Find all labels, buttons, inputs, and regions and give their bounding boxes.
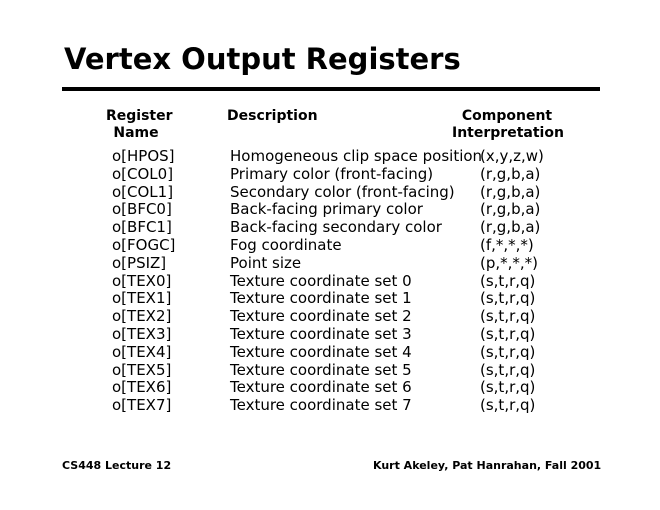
component-cell: (s,t,r,q) <box>480 324 536 343</box>
register-cell: o[COL0] <box>112 164 174 183</box>
description-cell: Texture coordinate set 2 <box>230 307 412 326</box>
title-underline <box>62 87 600 91</box>
footer-authors: Kurt Akeley, Pat Hanrahan, Fall 2001 <box>373 459 602 472</box>
component-cell: (s,t,r,q) <box>480 342 536 361</box>
register-cell: o[TEX7] <box>112 396 172 415</box>
table-row <box>0 148 660 166</box>
description-cell: Back-facing primary color <box>230 200 423 219</box>
table-row <box>0 255 660 273</box>
component-cell: (r,g,b,a) <box>480 182 541 201</box>
register-table <box>0 148 660 415</box>
component-cell: (s,t,r,q) <box>480 289 536 308</box>
table-row <box>0 166 660 184</box>
register-cell: o[TEX0] <box>112 271 172 290</box>
table-row <box>0 362 660 380</box>
slide-title: Vertex Output Registers <box>64 42 461 76</box>
description-cell: Texture coordinate set 0 <box>230 271 412 290</box>
table-row <box>0 237 660 255</box>
register-cell: o[TEX3] <box>112 324 172 343</box>
header-register-name <box>106 108 173 142</box>
description-cell: Back-facing secondary color <box>230 218 442 237</box>
header-description: Description <box>227 108 318 124</box>
component-cell: (r,g,b,a) <box>480 164 541 183</box>
table-row <box>0 326 660 344</box>
description-cell: Texture coordinate set 6 <box>230 378 412 397</box>
register-cell: o[COL1] <box>112 182 174 201</box>
table-row <box>0 184 660 202</box>
component-cell: (s,t,r,q) <box>480 307 536 326</box>
description-cell: Secondary color (front-facing) <box>230 182 455 201</box>
description-cell: Fog coordinate <box>230 235 342 254</box>
register-cell: o[BFC0] <box>112 200 172 219</box>
component-cell: (r,g,b,a) <box>480 200 541 219</box>
description-cell: Texture coordinate set 5 <box>230 360 412 379</box>
header-component-interpretation <box>452 108 562 142</box>
table-row <box>0 397 660 415</box>
table-row <box>0 201 660 219</box>
description-cell: Texture coordinate set 7 <box>230 396 412 415</box>
register-cell: o[TEX1] <box>112 289 172 308</box>
register-cell: o[HPOS] <box>112 147 175 165</box>
register-cell: o[TEX6] <box>112 378 172 397</box>
register-cell: o[BFC1] <box>112 218 172 237</box>
component-cell: (s,t,r,q) <box>480 360 536 379</box>
header-register-line1: Register <box>106 108 173 124</box>
footer-course: CS448 Lecture 12 <box>62 459 172 472</box>
table-row <box>0 379 660 397</box>
component-cell: (f,*,*,*) <box>480 235 534 254</box>
table-row <box>0 273 660 291</box>
description-cell: Texture coordinate set 4 <box>230 342 412 361</box>
header-component-line1: Component <box>461 108 553 124</box>
header-component-line2: Interpretation <box>452 125 564 141</box>
component-cell: (s,t,r,q) <box>480 396 536 415</box>
component-cell: (r,g,b,a) <box>480 218 541 237</box>
table-row <box>0 290 660 308</box>
register-cell: o[TEX5] <box>112 360 172 379</box>
component-cell: (p,*,*,*) <box>480 253 539 272</box>
register-cell: o[PSIZ] <box>112 253 167 272</box>
component-cell: (s,t,r,q) <box>480 378 536 397</box>
description-cell: Homogeneous clip space position <box>230 147 483 165</box>
header-register-line2: Name <box>113 125 159 141</box>
component-cell: (x,y,z,w) <box>480 147 544 165</box>
description-cell: Primary color (front-facing) <box>230 164 434 183</box>
register-cell: o[TEX2] <box>112 307 172 326</box>
table-row <box>0 219 660 237</box>
component-cell: (s,t,r,q) <box>480 271 536 290</box>
description-cell: Point size <box>230 253 302 272</box>
table-row <box>0 344 660 362</box>
register-cell: o[TEX4] <box>112 342 172 361</box>
table-row <box>0 308 660 326</box>
description-cell: Texture coordinate set 3 <box>230 324 412 343</box>
description-cell: Texture coordinate set 1 <box>230 289 412 308</box>
register-cell: o[FOGC] <box>112 235 176 254</box>
